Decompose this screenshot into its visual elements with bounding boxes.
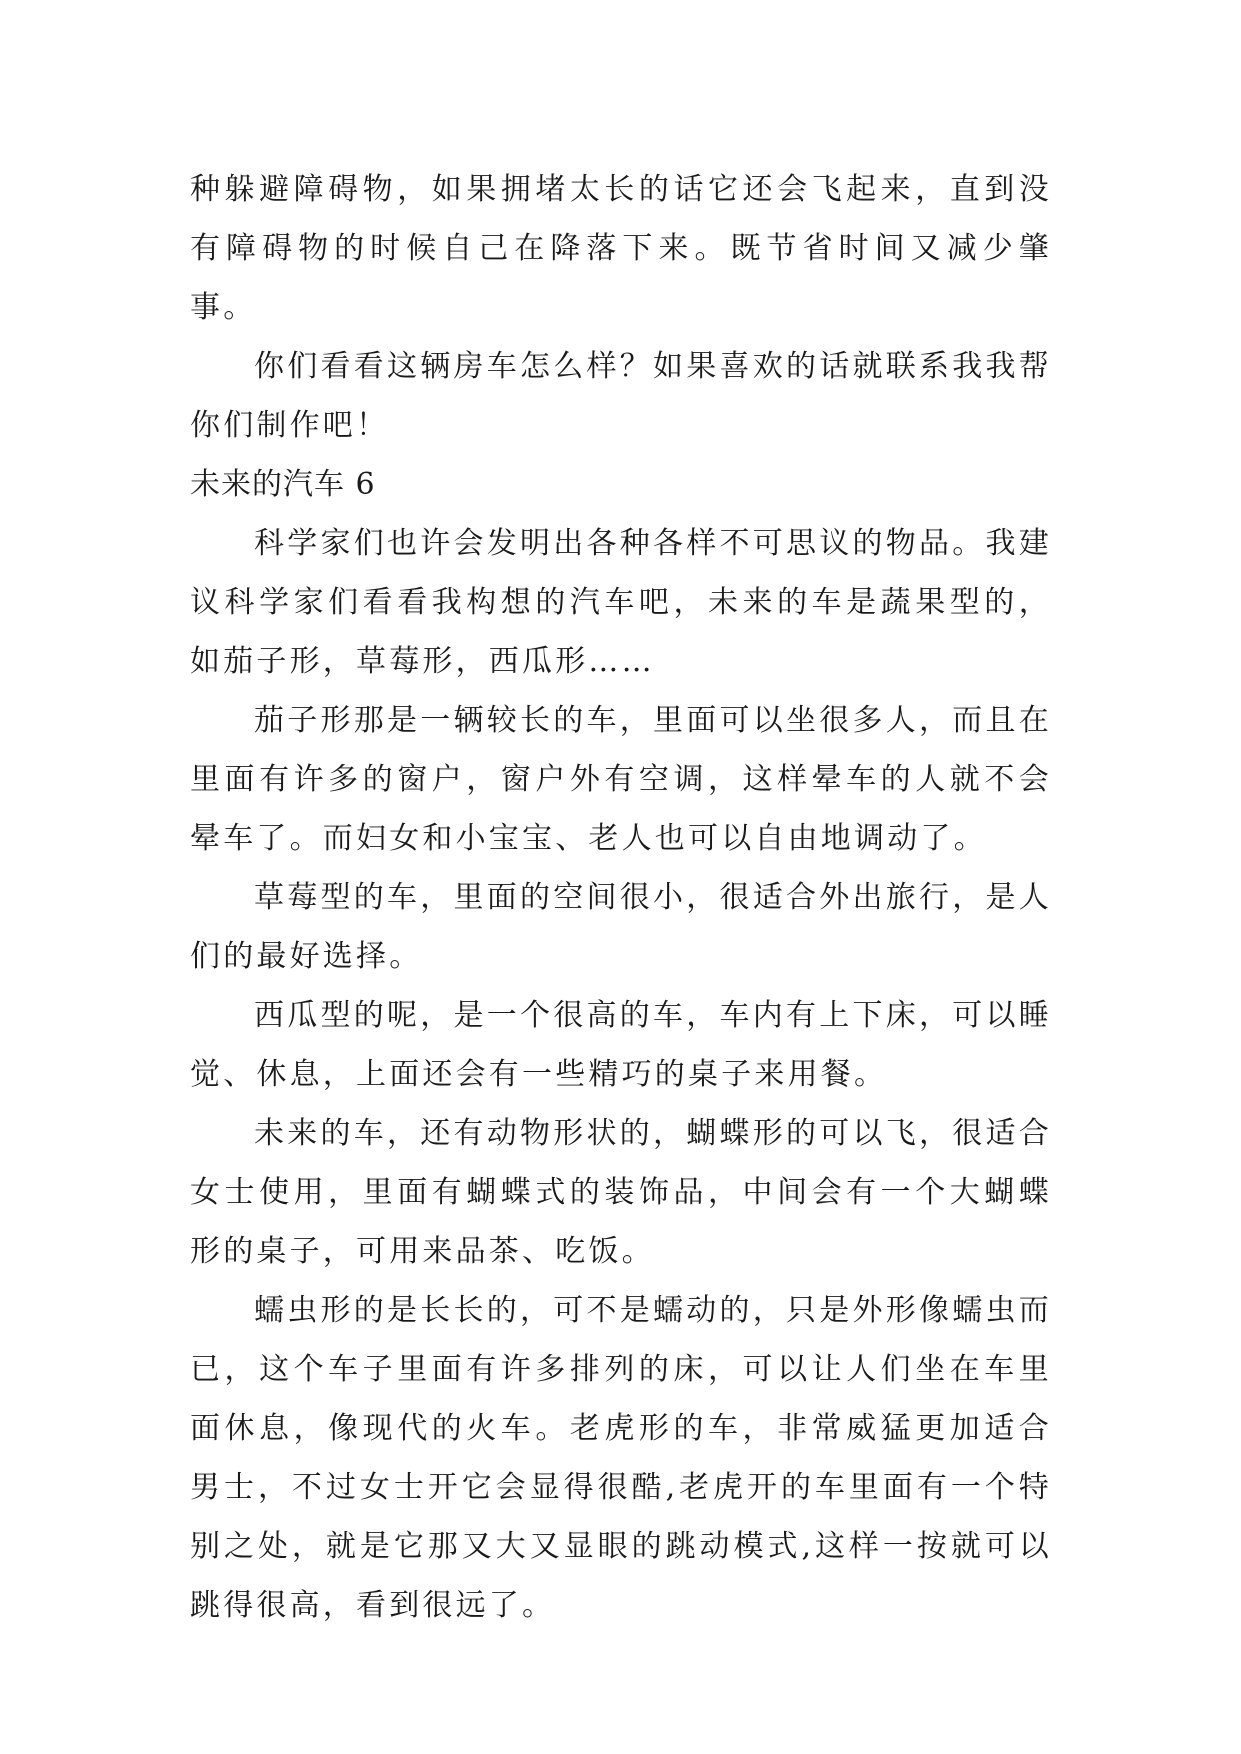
paragraph: 科学家们也许会发明出各种各样不可思议的物品。我建议科学家们看看我构想的汽车吧，未来的车是蔬果型的，如茄子形，草莓形，西瓜形…… [190, 526, 1052, 679]
paragraph: 茄子形那是一辆较长的车，里面可以坐很多人，而且在里面有许多的窗户，窗户外有空调，这样晕车的人就不会晕车了。而妇女和小宝宝、老人也可以自由地调动了。 [190, 703, 1052, 856]
paragraph: 草莓型的车，里面的空间很小，很适合外出旅行，是人们的最好选择。 [190, 880, 1052, 974]
document-body [190, 160, 1052, 1635]
paragraph: 西瓜型的呢，是一个很高的车，车内有上下床，可以睡觉、休息，上面还会有一些精巧的桌子来用餐。 [190, 998, 1052, 1092]
paragraph: 你们看看这辆房车怎么样？如果喜欢的话就联系我我帮你们制作吧！ [190, 349, 1052, 443]
section-heading: 未来的汽车 6 [190, 467, 376, 502]
paragraph: 种躲避障碍物，如果拥堵太长的话它还会飞起来，直到没有障碍物的时候自己在降落下来。既节省时间又减少肇事。 [190, 172, 1052, 325]
paragraph: 未来的车，还有动物形状的，蝴蝶形的可以飞，很适合女士使用，里面有蝴蝶式的装饰品，中间会有一个大蝴蝶形的桌子，可用来品茶、吃饭。 [190, 1116, 1052, 1269]
paragraph: 蠕虫形的是长长的，可不是蠕动的，只是外形像蠕虫而已，这个车子里面有许多排列的床，可以让人们坐在车里面休息，像现代的火车。老虎形的车，非常威猛更加适合男士，不过女士开它会显得很酷,老虎开的车里面有一个特别之处，就是它那又大又显眼的跳动模式,这样一按就可以跳得很高，看到很远了。 [190, 1293, 1052, 1623]
